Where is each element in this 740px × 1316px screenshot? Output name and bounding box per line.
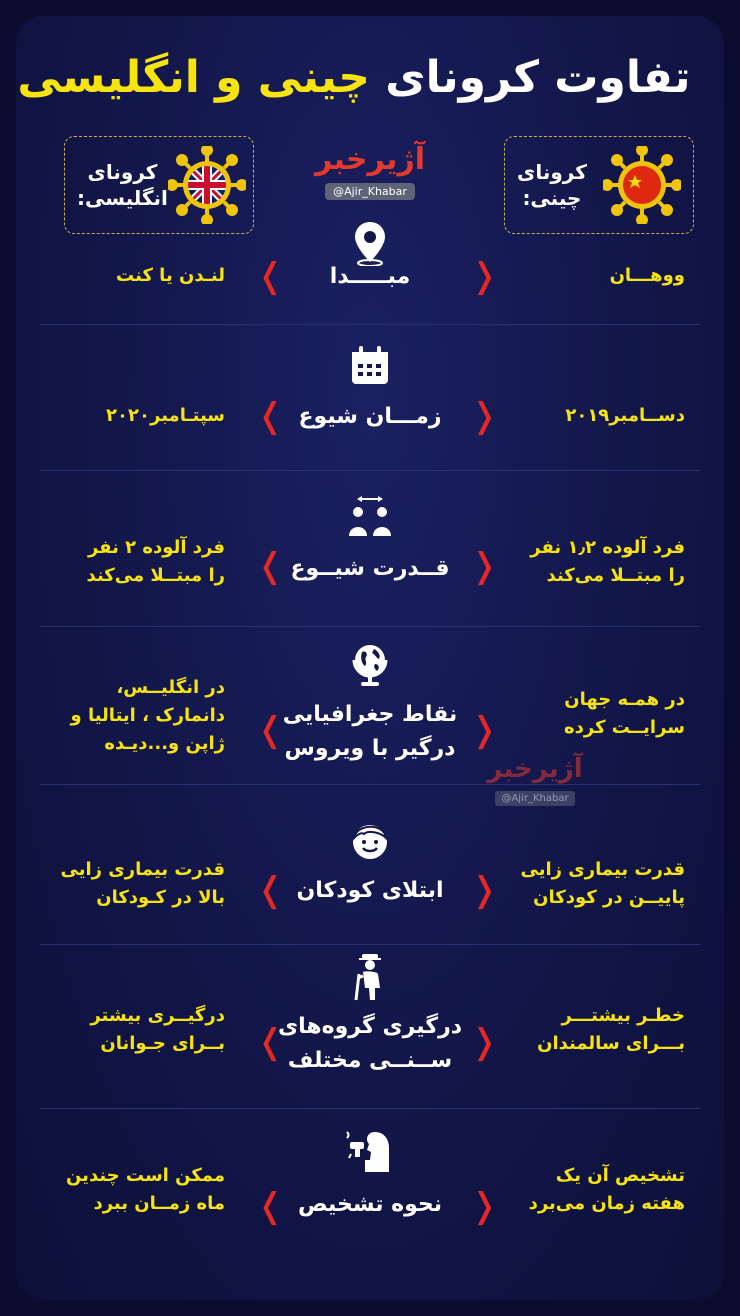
china-value: ووهـــان xyxy=(609,265,685,286)
calendar-icon xyxy=(330,344,410,394)
elderly-person-icon xyxy=(330,952,410,1002)
row-title: ابتلای کودکان xyxy=(296,878,444,903)
china-label xyxy=(517,159,587,211)
bracket-left: ❭ xyxy=(256,1186,285,1226)
bracket-right: ❬ xyxy=(470,546,499,586)
row-divider xyxy=(40,944,700,945)
title-part-2: چینی و انگلیسی xyxy=(17,52,370,103)
china-virus-flag-icon xyxy=(603,146,681,224)
watermark-handle: @Ajir_Khabar xyxy=(495,791,574,806)
brand-handle: @Ajir_Khabar xyxy=(325,183,415,200)
row-divider xyxy=(40,1108,700,1109)
row-title: نقاط جغرافیایی درگیر با ویروس xyxy=(282,702,458,761)
england-value: فرد آلوده ۲ نفر را مبتــلا می‌کند xyxy=(86,537,225,586)
england-value: لنـدن یا کنت xyxy=(116,265,225,286)
globe-icon xyxy=(330,640,410,690)
title-part-1: تفاوت کرونای xyxy=(369,52,691,103)
china-value: قدرت بیماری زایی پاییــن در کودکان xyxy=(520,859,685,908)
row-title: زمـــان شیوع xyxy=(298,404,442,429)
england-value: درگیــری بیشتر بــرای جـوانان xyxy=(90,1005,225,1054)
bracket-left: ❭ xyxy=(256,396,285,436)
bracket-right: ❬ xyxy=(470,870,499,910)
row-divider xyxy=(40,324,700,325)
china-value: تشخیص آن یک هفته زمان می‌برد xyxy=(528,1165,685,1214)
bracket-left: ❭ xyxy=(256,710,285,750)
bracket-right: ❬ xyxy=(470,1022,499,1062)
page-title xyxy=(0,52,724,104)
watermark-logo xyxy=(470,752,600,806)
england-value: در انگلیــس، دانمارک ، ایتالیا و ژاپن و...دیـده xyxy=(70,677,225,754)
bracket-right: ❬ xyxy=(470,710,499,750)
row-title: مبـــــدا xyxy=(329,264,411,289)
china-value: خطـر بیشتـــر بـــرای سالمندان xyxy=(537,1005,685,1054)
england-label-box xyxy=(64,136,254,234)
child-face-icon xyxy=(330,818,410,868)
china-label-line2: چینی: xyxy=(522,186,582,210)
bracket-left: ❭ xyxy=(256,1022,285,1062)
china-value: در همـه جهان سرایــت کرده xyxy=(564,689,685,738)
brand-logo xyxy=(300,140,440,214)
bracket-left: ❭ xyxy=(256,546,285,586)
china-label-line1: کرونای xyxy=(517,160,587,184)
bracket-left: ❭ xyxy=(256,870,285,910)
watermark-text: آژیرخبر xyxy=(487,754,583,784)
bracket-right: ❬ xyxy=(470,256,499,296)
uk-virus-flag-icon xyxy=(168,146,241,224)
china-value: دســامبر۲۰۱۹ xyxy=(565,405,685,426)
bracket-right: ❬ xyxy=(470,396,499,436)
brand-logo-text: آژیرخبر xyxy=(314,142,425,177)
row-divider xyxy=(40,626,700,627)
england-label-line1: کرونای xyxy=(87,160,158,184)
thermometer-scan-icon xyxy=(330,1128,410,1178)
people-distance-icon xyxy=(330,494,410,544)
bracket-left: ❭ xyxy=(256,256,285,296)
bracket-right: ❬ xyxy=(470,1186,499,1226)
england-value: ممکن است چندین ماه زمــان ببرد xyxy=(65,1165,225,1214)
row-divider xyxy=(40,470,700,471)
row-title: قــدرت شیــوع xyxy=(290,556,450,581)
row-title: نحوه تشخیص xyxy=(297,1192,443,1217)
china-value: فرد آلوده ۱٫۲ نفر را مبتــلا می‌کند xyxy=(530,537,685,586)
row-divider xyxy=(40,784,700,785)
row-title: درگیری گروه‌های ســنــی مختلف xyxy=(277,1014,463,1073)
china-label-box xyxy=(504,136,694,234)
england-label-line2: انگلیسی: xyxy=(77,186,168,210)
england-label xyxy=(77,159,168,211)
england-value: سپتـامبر۲۰۲۰ xyxy=(106,405,225,426)
england-value: قدرت بیماری زایی بالا در کـودکان xyxy=(60,859,225,908)
